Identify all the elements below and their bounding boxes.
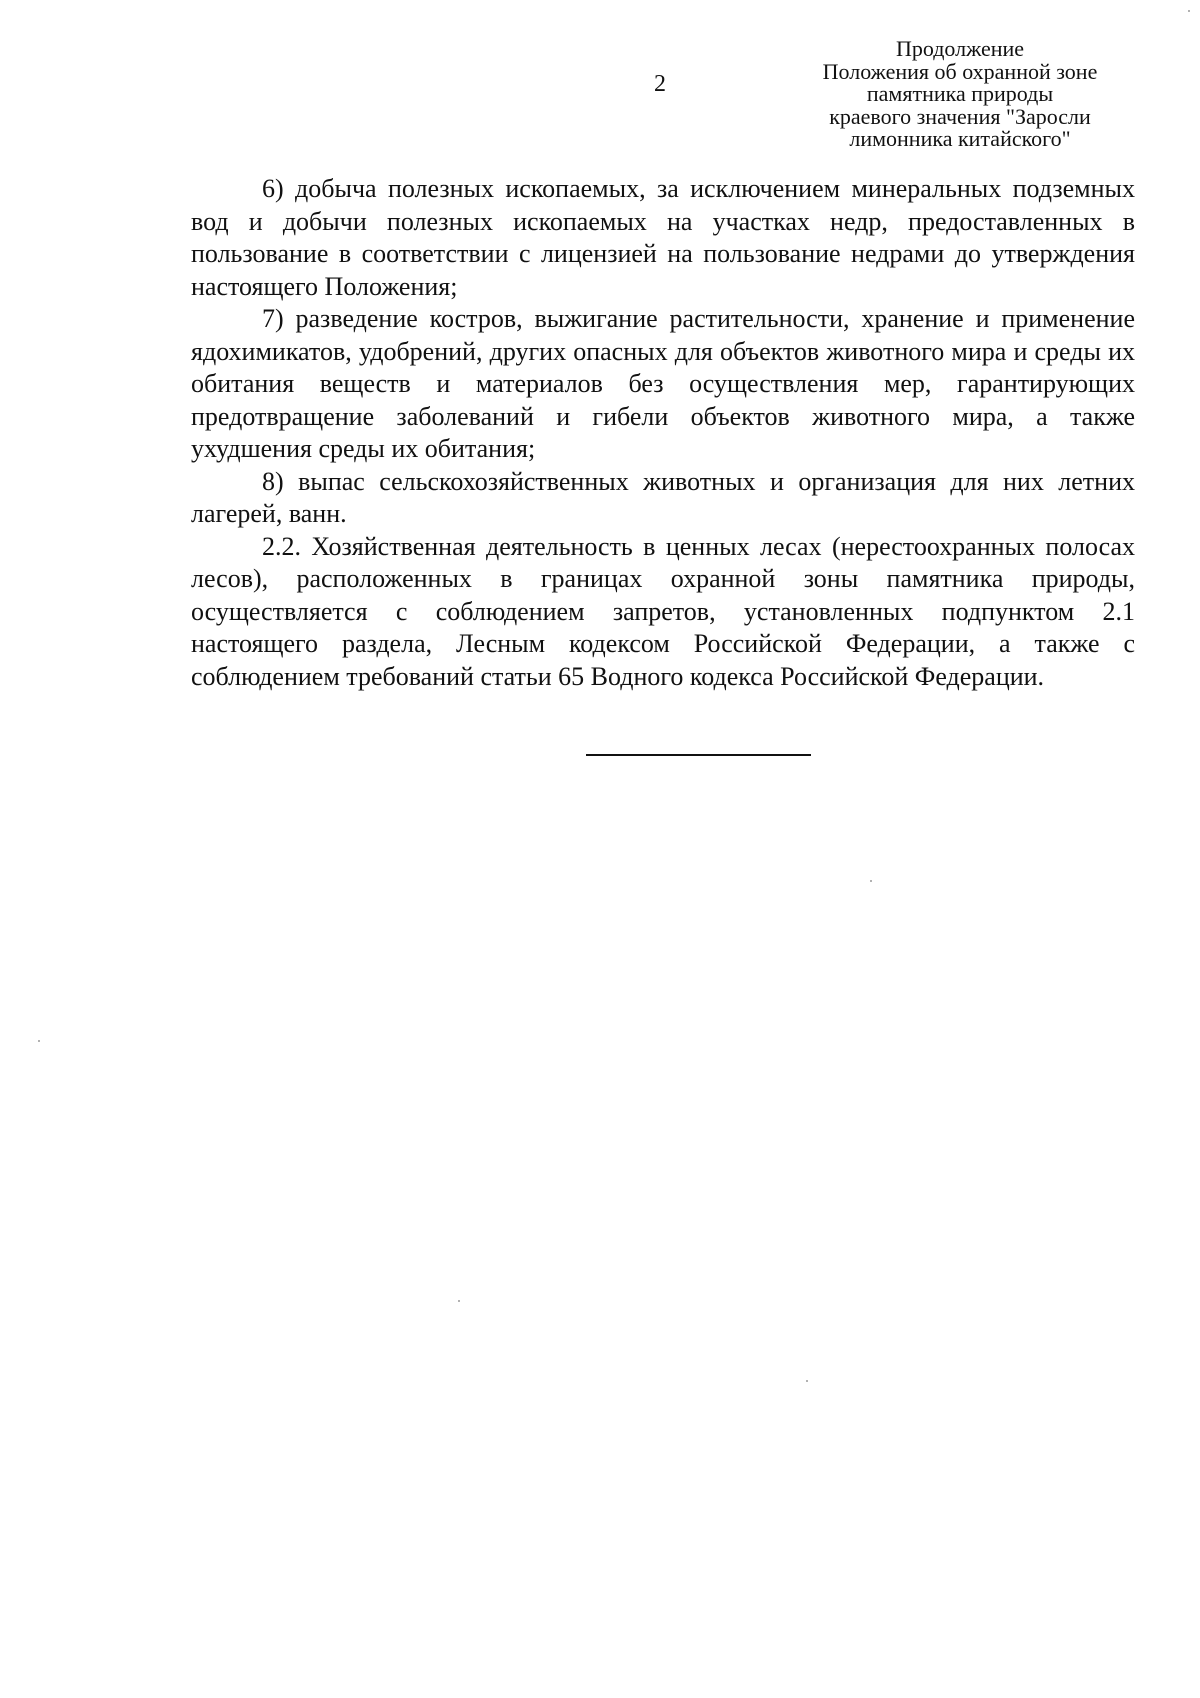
scan-speck bbox=[38, 1040, 40, 1042]
scan-speck bbox=[1188, 10, 1190, 12]
scan-speck bbox=[806, 1380, 808, 1382]
header-line: краевого значения "Заросли bbox=[829, 103, 1091, 129]
paragraph-item-7: 7) разведение костров, выжигание растительности, хранение и применение ядохимикатов, удобрений, других опасных для объектов животного мира и среды их обитания веществ и материалов без осуществления мер, гарантирующих предотвращение заболеваний и гибели объектов животного мира, а также ухудшения среды их обитания; bbox=[191, 304, 1135, 463]
continuation-header bbox=[790, 38, 1130, 151]
document-body bbox=[191, 173, 1135, 693]
scan-speck bbox=[458, 1300, 460, 1302]
paragraph-item-6: 6) добыча полезных ископаемых, за исключением минеральных подземных вод и добычи полезных ископаемых на участках недр, предоставленных в пользование в соответствии с лицензией на пользование недрами до утверждения настоящего Положения; bbox=[191, 174, 1135, 301]
header-line: Положения об охранной зоне bbox=[822, 58, 1098, 84]
end-of-text-divider bbox=[586, 754, 811, 756]
paragraph-item-8: 8) выпас сельскохозяйственных животных и организация для них летних лагерей, ванн. bbox=[191, 466, 1135, 528]
header-line: Продолжение bbox=[895, 36, 1025, 61]
header-line: лимонника китайского" bbox=[849, 126, 1071, 151]
header-line: памятника природы bbox=[866, 81, 1054, 106]
paragraph-section-2-2: 2.2. Хозяйственная деятельность в ценных лесах (нерестоохранных полосах лесов), расположенных в границах охранной зоны памятника природы, осуществляется с соблюдением запретов, установленных подпунктом 2.1 настоящего раздела, Лесным кодексом Российской Федерации, а также с соблюдением требований статьи 65 Водного кодекса Российской Федерации. bbox=[191, 531, 1135, 691]
scan-speck bbox=[870, 880, 872, 882]
page-number: 2 bbox=[654, 71, 666, 97]
